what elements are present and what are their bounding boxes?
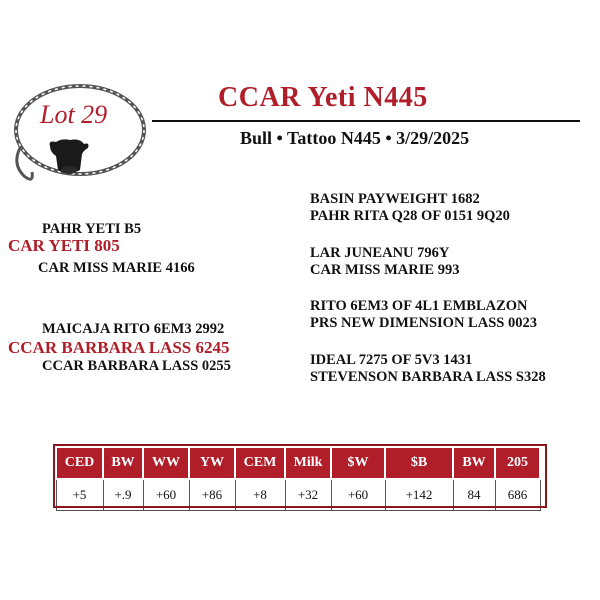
title-divider xyxy=(152,120,580,122)
epd-value-cem: +8 xyxy=(235,479,285,511)
sire-name: CAR YETI 805 xyxy=(8,236,120,255)
epd-value-milk: +32 xyxy=(285,479,331,511)
sire-sire: PAHR YETI B5 xyxy=(42,221,142,237)
epd-header-w-index: $W xyxy=(331,447,385,479)
dam-dam-sire: IDEAL 7275 OF 5V3 1431 xyxy=(310,352,473,368)
sire-dam-dam: CAR MISS MARIE 993 xyxy=(310,262,460,278)
epd-value-ced: +5 xyxy=(56,479,103,511)
epd-header-ww: WW xyxy=(143,447,189,479)
dam-sire-sire: RITO 6EM3 OF 4L1 EMBLAZON xyxy=(310,298,528,314)
epd-header-birth-weight: BW xyxy=(453,447,495,479)
dam-dam-dam: STEVENSON BARBARA LASS S328 xyxy=(310,369,546,385)
lot-number: Lot 29 xyxy=(40,100,108,129)
epd-header-ced: CED xyxy=(56,447,103,479)
sire-sire-dam: PAHR RITA Q28 OF 0151 9Q20 xyxy=(310,208,510,224)
sire-dam: CAR MISS MARIE 4166 xyxy=(38,260,195,276)
epd-header-b-index: $B xyxy=(385,447,453,479)
sire-sire-sire: BASIN PAYWEIGHT 1682 xyxy=(310,191,480,207)
animal-info: Bull • Tattoo N445 • 3/29/2025 xyxy=(240,128,470,148)
epd-value-ww: +60 xyxy=(143,479,189,511)
epd-table xyxy=(55,446,541,511)
epd-value-w-index: +60 xyxy=(331,479,385,511)
epd-header-yw: YW xyxy=(189,447,235,479)
dam-dam: CCAR BARBARA LASS 0255 xyxy=(42,358,231,374)
epd-header-milk: Milk xyxy=(285,447,331,479)
sire-dam-sire: LAR JUNEANU 796Y xyxy=(310,245,450,261)
lot-logo xyxy=(10,78,152,188)
epd-value-bw: +.9 xyxy=(103,479,143,511)
animal-name: CCAR Yeti N445 xyxy=(218,82,428,113)
epd-header-bw: BW xyxy=(103,447,143,479)
epd-value-b-index: +142 xyxy=(385,479,453,511)
epd-value-row xyxy=(56,479,540,511)
epd-header-cem: CEM xyxy=(235,447,285,479)
epd-header-205: 205 xyxy=(495,447,540,479)
epd-value-205: 686 xyxy=(495,479,540,511)
epd-value-birth-weight: 84 xyxy=(453,479,495,511)
dam-sire: MAICAJA RITO 6EM3 2992 xyxy=(42,321,225,337)
epd-header-row xyxy=(56,447,540,479)
dam-sire-dam: PRS NEW DIMENSION LASS 0023 xyxy=(310,315,537,331)
dam-name: CCAR BARBARA LASS 6245 xyxy=(8,338,230,357)
epd-value-yw: +86 xyxy=(189,479,235,511)
